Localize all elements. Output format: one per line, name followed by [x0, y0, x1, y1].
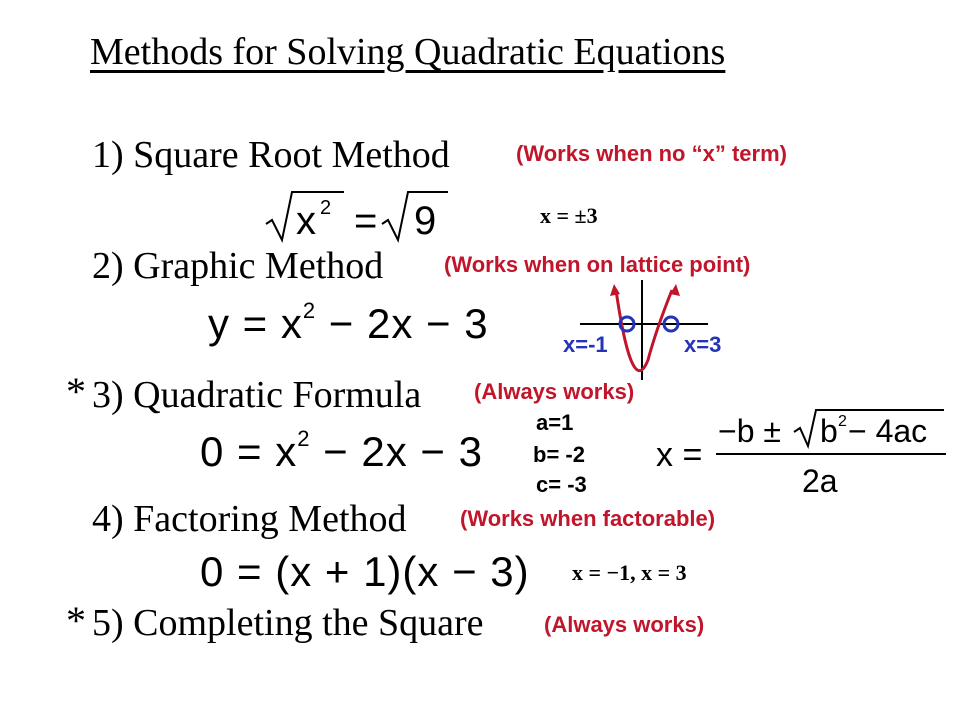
- root-label-right: x=3: [684, 332, 722, 357]
- square-root-equation: [262, 186, 452, 246]
- method-4-note: (Works when factorable): [460, 506, 716, 531]
- graphic-equation: [208, 298, 489, 348]
- factoring-answer: x = −1, x = 3: [572, 560, 687, 585]
- quadratic-eq-exp: 2: [297, 426, 311, 451]
- left-arrow-icon: [610, 284, 620, 296]
- method-2-heading: 2) Graphic Method: [92, 245, 384, 287]
- square-root-answer: x = ±3: [540, 203, 598, 228]
- coefficient-c: c= -3: [536, 472, 587, 497]
- method-5-heading: 5) Completing the Square: [92, 602, 484, 644]
- method-4-heading: 4) Factoring Method: [92, 498, 407, 540]
- root-label-left: x=-1: [563, 332, 608, 357]
- formula-lhs: x =: [656, 436, 703, 474]
- quadratic-formula: [650, 408, 950, 500]
- parabola-graph: [560, 280, 720, 380]
- formula-denominator: 2a: [802, 463, 838, 499]
- formula-num-pre: −b ±: [718, 413, 781, 449]
- star-marker-3: *: [66, 369, 86, 414]
- quadratic-eq-lhs: 0 = x: [200, 428, 298, 475]
- left-exponent: 2: [320, 197, 332, 219]
- formula-rad-b: b: [820, 413, 838, 449]
- coefficient-b: b= -2: [533, 442, 585, 467]
- page-title: Methods for Solving Quadratic Equations: [90, 31, 726, 73]
- star-marker-5: *: [66, 598, 86, 643]
- graphic-eq-lhs: y = x: [208, 300, 303, 347]
- method-3-note: (Always works): [474, 379, 635, 404]
- quadratic-equation: [200, 426, 483, 476]
- method-5-note: (Always works): [544, 612, 705, 637]
- graphic-eq-rhs: − 2x − 3: [316, 300, 489, 347]
- method-2-note: (Works when on lattice point): [444, 252, 751, 277]
- graphic-eq-exp: 2: [302, 298, 317, 323]
- right-radicand: 9: [414, 199, 437, 243]
- coefficient-a: a=1: [536, 410, 574, 435]
- factoring-equation: 0 = (x + 1)(x − 3): [200, 548, 530, 595]
- quadratic-eq-rhs: − 2x − 3: [310, 428, 483, 475]
- left-radicand: x: [296, 199, 316, 243]
- equals-sign: =: [354, 199, 378, 243]
- formula-rad-exp: 2: [838, 413, 847, 430]
- formula-rad-rest: − 4ac: [848, 413, 928, 449]
- method-1-heading: 1) Square Root Method: [92, 134, 450, 176]
- method-1-note: (Works when no “x” term): [516, 141, 787, 166]
- method-3-heading: 3) Quadratic Formula: [92, 374, 422, 416]
